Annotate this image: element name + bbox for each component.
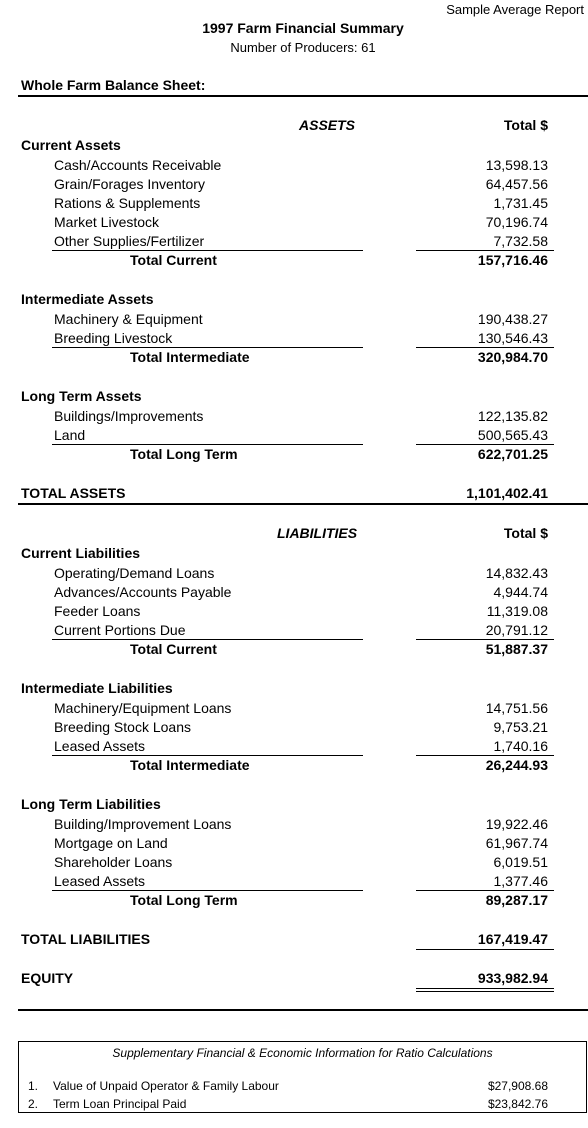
- total-long-term-liabilities-value: 89,287.17: [485, 892, 548, 908]
- subtotal-rule: [52, 639, 363, 640]
- list-item: Leased Assets: [54, 873, 146, 889]
- list-item-value: 7,732.58: [493, 233, 548, 249]
- current-assets-values: [486, 156, 548, 251]
- current-liabilities-values: [486, 564, 548, 640]
- subtotal-rule: [52, 444, 363, 445]
- list-item: Market Livestock: [54, 214, 160, 230]
- equity-double-rule-top: [416, 988, 554, 989]
- list-item: Breeding Stock Loans: [54, 719, 191, 735]
- total-liabilities-rule: [416, 949, 554, 950]
- list-item-value: 13,598.13: [485, 157, 548, 173]
- intermediate-liabilities-heading: Intermediate Liabilities: [21, 680, 173, 696]
- equity-value: 933,982.94: [477, 970, 548, 986]
- list-item: Mortgage on Land: [54, 835, 168, 851]
- total-long-term-assets-label: Total Long Term: [130, 446, 238, 462]
- total-current-liabilities-label: Total Current: [130, 641, 217, 657]
- list-item-value: 64,457.56: [485, 176, 548, 192]
- long-term-assets-heading: Long Term Assets: [21, 388, 142, 404]
- total-intermediate-liabilities-value: 26,244.93: [485, 757, 548, 773]
- report-type-label: Sample Average Report: [446, 2, 584, 17]
- long-term-liabilities-heading: Long Term Liabilities: [21, 796, 161, 812]
- title-rule: [18, 95, 588, 97]
- subtotal-rule: [52, 755, 363, 756]
- total-intermediate-assets-label: Total Intermediate: [130, 349, 250, 365]
- list-item: Rations & Supplements: [54, 195, 201, 211]
- list-item-value: 14,832.43: [485, 565, 548, 581]
- assets-header: ASSETS: [299, 117, 356, 133]
- intermediate-assets-heading: Intermediate Assets: [21, 291, 154, 307]
- producers-label: Number of Producers:: [230, 40, 358, 55]
- report-title: 1997 Farm Financial Summary: [202, 20, 404, 36]
- total-liabilities-label: TOTAL LIABILITIES: [21, 931, 151, 947]
- subtotal-rule: [416, 444, 554, 445]
- intermediate-liabilities-labels: [54, 699, 231, 756]
- supplementary-box: [18, 1041, 587, 1113]
- total-liabilities-value: 167,419.47: [477, 931, 548, 947]
- list-item: Cash/Accounts Receivable: [54, 157, 222, 173]
- list-item-value: 500,565.43: [477, 427, 548, 443]
- list-item: Advances/Accounts Payable: [54, 584, 232, 600]
- liabilities-header: LIABILITIES: [277, 525, 358, 541]
- total-long-term-assets-value: 622,701.25: [477, 446, 548, 462]
- subtotal-rule: [52, 250, 363, 251]
- list-item: Operating/Demand Loans: [54, 565, 215, 581]
- intermediate-assets-values: [478, 310, 548, 348]
- current-assets-labels: [54, 156, 221, 251]
- list-item: Breeding Livestock: [54, 330, 173, 346]
- producers-count-line: [0, 40, 588, 55]
- intermediate-assets-labels: [54, 310, 203, 348]
- supplementary-item-value: $23,842.76: [487, 1097, 548, 1111]
- list-item: Feeder Loans: [54, 603, 141, 619]
- list-item-value: 11,319.08: [486, 603, 548, 619]
- supplementary-title: Supplementary Financial & Economic Information for Ratio Calculations: [112, 1046, 493, 1060]
- list-item: Machinery/Equipment Loans: [54, 700, 232, 716]
- list-item-value: 14,751.56: [485, 700, 548, 716]
- supplementary-item-label: Value of Unpaid Operator & Family Labour: [53, 1079, 279, 1093]
- assets-section-rule: [18, 503, 588, 505]
- total-current-assets-label: Total Current: [130, 252, 217, 268]
- list-item: Grain/Forages Inventory: [54, 176, 205, 192]
- list-item-value: 20,791.12: [485, 622, 548, 638]
- total-intermediate-liabilities-label: Total Intermediate: [130, 757, 250, 773]
- equity-double-rule-bottom: [416, 991, 554, 992]
- subtotal-rule: [416, 755, 554, 756]
- subtotal-rule: [416, 347, 554, 348]
- long-term-assets-values: [478, 407, 548, 445]
- list-item: Buildings/Improvements: [54, 408, 204, 424]
- total-intermediate-assets-value: 320,984.70: [477, 349, 548, 365]
- subtotal-rule: [416, 890, 554, 891]
- list-item: Land: [54, 427, 86, 443]
- subtotal-rule: [416, 250, 554, 251]
- long-term-liabilities-labels: [54, 815, 231, 891]
- list-item-value: 19,922.46: [485, 816, 548, 832]
- total-current-liabilities-value: 51,887.37: [485, 641, 548, 657]
- equity-label: EQUITY: [21, 970, 74, 986]
- list-item: Building/Improvement Loans: [54, 816, 232, 832]
- subtotal-rule: [52, 890, 363, 891]
- list-item-value: 9,753.21: [493, 719, 548, 735]
- list-item-value: 61,967.74: [485, 835, 548, 851]
- total-assets-label: TOTAL ASSETS: [21, 485, 126, 501]
- balance-sheet-end-rule: [18, 1009, 588, 1011]
- supplementary-item-number: 1.: [28, 1079, 39, 1093]
- list-item-value: 1,377.46: [493, 873, 548, 889]
- current-liabilities-labels: [54, 564, 231, 640]
- total-current-assets-value: 157,716.46: [477, 252, 548, 268]
- total-col-header-assets: Total $: [503, 117, 548, 133]
- intermediate-liabilities-values: [486, 699, 548, 756]
- list-item: Leased Assets: [54, 738, 146, 754]
- supplementary-item-value: $27,908.68: [487, 1079, 548, 1093]
- supplementary-item-number: 2.: [28, 1097, 39, 1111]
- list-item: Other Supplies/Fertilizer: [54, 233, 205, 249]
- balance-sheet-title: Whole Farm Balance Sheet:: [21, 77, 206, 93]
- list-item-value: 4,944.74: [493, 584, 548, 600]
- subtotal-rule: [416, 639, 554, 640]
- list-item-value: 6,019.51: [493, 854, 548, 870]
- list-item-value: 1,740.16: [493, 738, 548, 754]
- subtotal-rule: [52, 347, 363, 348]
- producers-count: 61: [361, 40, 376, 55]
- list-item-value: 1,731.45: [493, 195, 548, 211]
- total-col-header-liabilities: Total $: [503, 525, 548, 541]
- total-assets-value: 1,101,402.41: [466, 485, 548, 501]
- current-assets-heading: Current Assets: [21, 137, 121, 153]
- list-item: Shareholder Loans: [54, 854, 173, 870]
- long-term-liabilities-values: [486, 815, 548, 891]
- current-liabilities-heading: Current Liabilities: [21, 545, 141, 561]
- list-item-value: 130,546.43: [477, 330, 548, 346]
- list-item: Current Portions Due: [54, 622, 186, 638]
- list-item-value: 122,135.82: [477, 408, 548, 424]
- list-item-value: 190,438.27: [477, 311, 548, 327]
- total-long-term-liabilities-label: Total Long Term: [130, 892, 238, 908]
- list-item-value: 70,196.74: [485, 214, 548, 230]
- list-item: Machinery & Equipment: [54, 311, 203, 327]
- long-term-assets-labels: [54, 407, 203, 445]
- supplementary-item-label: Term Loan Principal Paid: [53, 1097, 187, 1111]
